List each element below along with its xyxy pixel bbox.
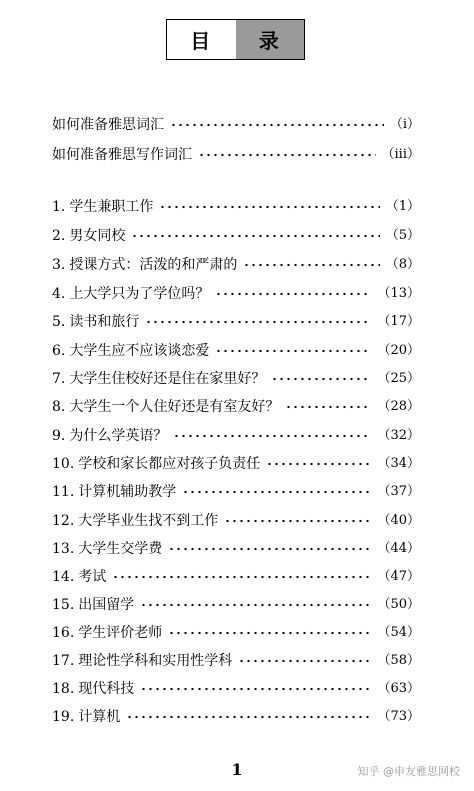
- toc-entry-page: （73）: [377, 709, 420, 724]
- dot-leader: [140, 684, 371, 694]
- toc-entry-page: （34）: [377, 456, 420, 471]
- dot-leader: [145, 317, 371, 327]
- dot-leader: [215, 346, 371, 356]
- toc-entry-title: 计算机辅助教学: [78, 484, 177, 500]
- toc-entry[interactable]: [52, 340, 420, 362]
- dot-leader: [266, 459, 371, 469]
- toc-entry-title: 大学生交学费: [78, 541, 163, 557]
- toc-entry-number: 2.: [52, 228, 66, 244]
- page-number: 1: [231, 760, 243, 779]
- toc-entry-title: 授课方式：活泼的和严肃的: [69, 257, 238, 273]
- toc-entry-page: （5）: [385, 228, 420, 243]
- toc-entry-number: 9.: [52, 428, 66, 444]
- toc-entry-page: （28）: [377, 399, 420, 414]
- toc-entry-number: 12.: [52, 513, 75, 529]
- toc-entry-title: 大学生住校好还是住在家里好？: [69, 371, 266, 387]
- toc-entry[interactable]: [52, 622, 420, 644]
- toc-entry-number: 10.: [52, 456, 75, 472]
- toc-entry-title: 学校和家长都应对孩子负责任: [78, 456, 261, 472]
- toc-entry-title: 大学毕业生找不到工作: [78, 513, 219, 529]
- toc-entry-number: 15.: [52, 597, 75, 613]
- dot-leader: [238, 656, 371, 666]
- toc-title-right: 录: [236, 20, 305, 59]
- toc-entry-title: 考试: [78, 569, 107, 585]
- toc-entry[interactable]: [52, 254, 420, 276]
- toc-entry[interactable]: [52, 368, 420, 390]
- toc-entry[interactable]: [52, 481, 420, 503]
- toc-entry-page: （63）: [377, 681, 420, 696]
- dot-leader: [159, 202, 379, 212]
- dot-leader: [170, 120, 384, 130]
- toc-intro-entry[interactable]: [52, 114, 420, 136]
- toc-entry-title: 理论性学科和实用性学科: [78, 653, 233, 669]
- toc-entry[interactable]: [52, 196, 420, 218]
- toc-entry-number: 19.: [52, 709, 75, 725]
- toc-entry-page: （47）: [377, 569, 420, 584]
- dot-leader: [224, 516, 371, 526]
- toc-title-box: [166, 19, 305, 60]
- dot-leader: [198, 150, 376, 160]
- toc-entry-title: 现代科技: [78, 681, 135, 697]
- toc-entry-page: （ⅰ）: [389, 117, 420, 132]
- toc-entry[interactable]: [52, 225, 420, 247]
- toc-entry-page: （1）: [385, 199, 420, 214]
- toc-entry-page: （54）: [377, 625, 420, 640]
- toc-entry-title: 大学生一个人住好还是有室友好？: [69, 399, 280, 415]
- watermark: 知乎 @申友雅思网校: [357, 765, 460, 778]
- toc-entry-title: 学生兼职工作: [69, 199, 154, 215]
- toc-entry-title: 大学生应不应该谈恋爱: [69, 343, 210, 359]
- toc-entry-number: 5.: [52, 314, 66, 330]
- toc-entry-title: 出国留学: [78, 597, 135, 613]
- toc-entry[interactable]: [52, 678, 420, 700]
- toc-entry[interactable]: [52, 650, 420, 672]
- dot-leader: [182, 487, 371, 497]
- toc-entry-number: 1.: [52, 199, 66, 215]
- toc-entry[interactable]: [52, 311, 420, 333]
- toc-entry-number: 11.: [52, 484, 75, 500]
- toc-entry-page: （50）: [377, 597, 420, 612]
- toc-entry-page: （13）: [377, 286, 420, 301]
- toc-entry-number: 13.: [52, 541, 75, 557]
- toc-entry-title: 男女同校: [69, 228, 126, 244]
- toc-entry-page: （40）: [377, 513, 420, 528]
- toc-entry[interactable]: [52, 396, 420, 418]
- toc-entry-title: 上大学只为了学位吗？: [69, 286, 210, 302]
- toc-entry-number: 17.: [52, 653, 75, 669]
- toc-entry[interactable]: [52, 453, 420, 475]
- dot-leader: [131, 231, 379, 241]
- toc-entry-page: （37）: [377, 484, 420, 499]
- dot-leader: [285, 402, 371, 412]
- toc-entry-number: 7.: [52, 371, 66, 387]
- toc-entry-title: 计算机: [78, 709, 121, 725]
- dot-leader: [271, 374, 371, 384]
- dot-leader: [243, 260, 379, 270]
- toc-entry-page: （25）: [377, 371, 420, 386]
- toc-title-left: 目: [190, 29, 213, 53]
- toc-entry-page: （ⅲ）: [381, 147, 420, 162]
- dot-leader: [173, 431, 371, 441]
- dot-leader: [168, 544, 371, 554]
- toc-entry-number: 14.: [52, 569, 75, 585]
- toc-entry[interactable]: [52, 566, 420, 588]
- dot-leader: [112, 572, 371, 582]
- toc-entry[interactable]: [52, 594, 420, 616]
- toc-entry-number: 4.: [52, 286, 66, 302]
- toc-entry-title: 为什么学英语？: [69, 428, 168, 444]
- toc-entry[interactable]: [52, 538, 420, 560]
- toc-entry-title: 读书和旅行: [69, 314, 140, 330]
- toc-entry-page: （32）: [377, 428, 420, 443]
- toc-intro-entry[interactable]: [52, 144, 420, 166]
- toc-entry-page: （8）: [385, 257, 420, 272]
- dot-leader: [126, 712, 371, 722]
- toc-entry-title: 如何准备雅思写作词汇: [52, 147, 192, 163]
- toc-entry-number: 6.: [52, 343, 66, 359]
- toc-entry-page: （58）: [377, 653, 420, 668]
- dot-leader: [140, 600, 371, 610]
- toc-entry[interactable]: [52, 510, 420, 532]
- toc-entry-page: （44）: [377, 541, 420, 556]
- dot-leader: [168, 628, 371, 638]
- toc-entry-number: 18.: [52, 681, 75, 697]
- toc-entry[interactable]: [52, 283, 420, 305]
- dot-leader: [215, 289, 371, 299]
- toc-entry-title: 学生评价老师: [78, 625, 163, 641]
- toc-entry[interactable]: [52, 706, 420, 728]
- toc-entry-title: 如何准备雅思词汇: [52, 117, 164, 133]
- toc-entry-number: 16.: [52, 625, 75, 641]
- toc-entry-number: 8.: [52, 399, 66, 415]
- toc-entry-page: （20）: [377, 343, 420, 358]
- toc-entry-page: （17）: [377, 314, 420, 329]
- toc-entry-number: 3.: [52, 257, 66, 273]
- toc-entry[interactable]: [52, 425, 420, 447]
